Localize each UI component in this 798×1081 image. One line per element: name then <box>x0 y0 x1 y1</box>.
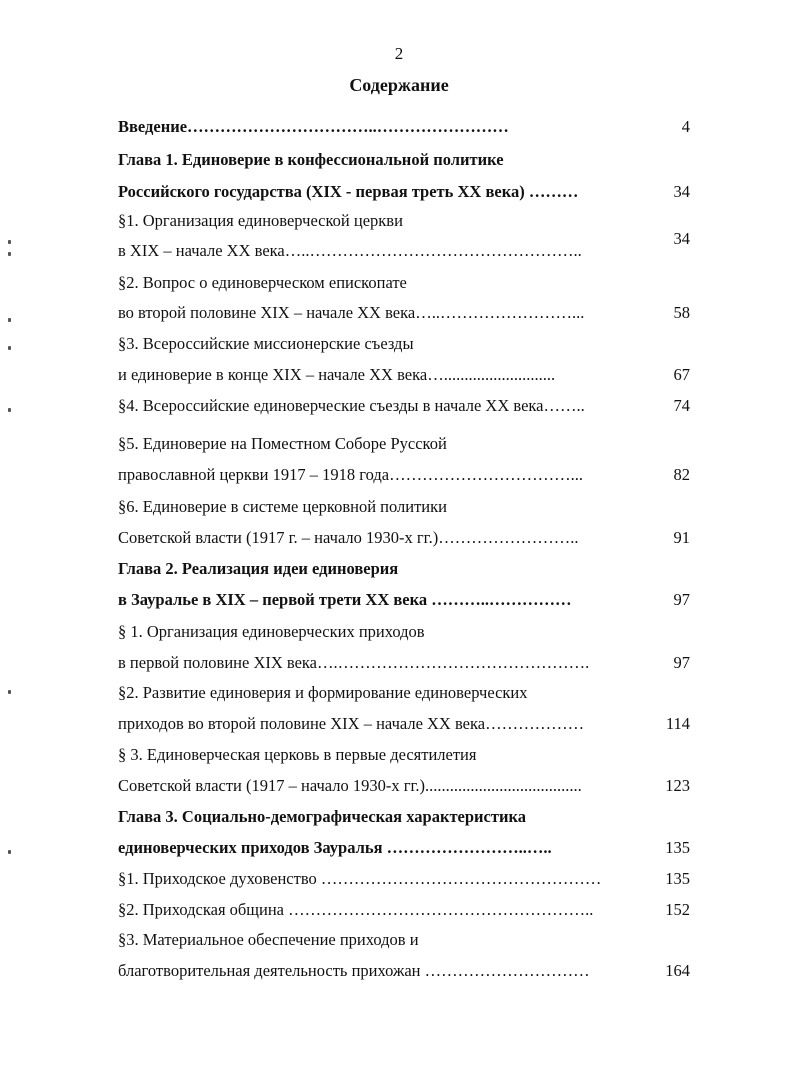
toc-entry <box>118 117 688 137</box>
toc-page-number: 67 <box>673 365 690 384</box>
toc-entry-text: в первой половине XIX века….………………………………………. <box>118 653 590 672</box>
toc-entry <box>118 303 688 323</box>
toc-entry <box>118 434 688 454</box>
toc-page-number: 97 <box>673 653 690 672</box>
scan-speck <box>8 408 11 412</box>
toc-entry <box>118 961 688 981</box>
toc-page-number: 34 <box>673 229 690 248</box>
toc-entry <box>118 273 688 293</box>
scan-speck <box>8 252 11 256</box>
toc-page-number: 164 <box>665 961 690 980</box>
toc-entry-text: единоверческих приходов Зауралья ……………………..….. <box>118 838 552 857</box>
toc-entry-text: Советской власти (1917 г. – начало 1930-х гг.)…………………….. <box>118 528 579 547</box>
scan-speck <box>8 240 11 244</box>
toc-entry-text: приходов во второй половине XIX – начале XX века……………… <box>118 714 585 733</box>
toc-entry-text: §6. Единоверие в системе церковной политики <box>118 497 447 516</box>
toc-entry-text: §3. Всероссийские миссионерские съезды <box>118 334 414 353</box>
toc-entry-text: Глава 1. Единоверие в конфессиональной политике <box>118 150 504 169</box>
toc-entry <box>118 241 688 261</box>
toc-entry-text: §1. Организация единоверческой церкви <box>118 211 403 230</box>
toc-page-number: 58 <box>673 303 690 322</box>
toc-entry-text: §2. Развитие единоверия и формирование единоверческих <box>118 683 528 702</box>
toc-entry-text: Введение……………………………..…………………… <box>118 117 509 136</box>
toc-entry <box>118 807 688 827</box>
toc-page-number: 135 <box>665 838 690 857</box>
toc-entry-text: Глава 2. Реализация идеи единоверия <box>118 559 399 578</box>
toc-entry <box>118 211 688 231</box>
toc-page-number: 114 <box>665 714 690 733</box>
toc-entry <box>118 396 688 416</box>
scan-speck <box>8 850 11 854</box>
toc-entry <box>118 930 688 950</box>
toc-page-number: 123 <box>665 776 690 795</box>
toc-entry-text: § 1. Организация единоверческих приходов <box>118 622 425 641</box>
toc-entry <box>118 622 688 642</box>
toc-page-number: 97 <box>673 590 690 609</box>
toc-entry-text: Советской власти (1917 – начало 1930-х гг.)...................................... <box>118 776 582 795</box>
toc-page-number: 74 <box>673 396 690 415</box>
toc-entry-text: во второй половине XIX – начале XX века…..……………………... <box>118 303 585 322</box>
toc-entry <box>118 465 688 485</box>
toc-entry <box>118 683 688 703</box>
page-title: Содержание <box>349 75 449 95</box>
toc-entry <box>118 869 688 889</box>
scan-speck <box>8 690 11 694</box>
toc-entry-text: благотворительная деятельность прихожан ………………………… <box>118 961 590 980</box>
toc-page-number: 4 <box>681 117 690 136</box>
toc-entry-text: §2. Вопрос о единоверческом епископате <box>118 273 407 292</box>
toc-entry-text: православной церкви 1917 – 1918 года……………………………... <box>118 465 583 484</box>
scan-speck <box>8 346 11 350</box>
toc-entry-text: §3. Материальное обеспечение приходов и <box>118 930 419 949</box>
toc-entry-text: § 3. Единоверческая церковь в первые десятилетия <box>118 745 477 764</box>
toc-entry-text: и единоверие в конце XIX – начале XX века…........................... <box>118 365 556 384</box>
toc-entry-text: §1. Приходское духовенство …………………………………………… <box>118 869 602 888</box>
toc-entry <box>118 528 688 548</box>
toc-entry <box>118 559 688 579</box>
toc-page-number: 91 <box>673 528 690 547</box>
toc-entry <box>118 497 688 517</box>
toc-entry <box>118 900 688 920</box>
toc-entry <box>118 653 688 673</box>
toc-entry <box>118 838 688 858</box>
toc-entry-text: в XIX – начале XX века…..………………………………………….. <box>118 241 582 260</box>
toc-entry <box>118 776 688 796</box>
toc-entry <box>118 334 688 354</box>
toc-page-number: 152 <box>665 900 690 919</box>
toc-entry <box>118 590 688 610</box>
scan-speck <box>8 318 11 322</box>
toc-entry-text: §5. Единоверие на Поместном Соборе Русской <box>118 434 447 453</box>
toc-page-number: 34 <box>673 182 690 201</box>
toc-entry-text: в Зауралье в XIX – первой трети XX века ………..…………… <box>118 590 572 609</box>
toc-entry <box>118 714 688 734</box>
toc-page-number: 135 <box>665 869 690 888</box>
toc-entry <box>118 150 688 170</box>
toc-entry-text: Российского государства (XIX - первая треть XX века) ……… <box>118 182 579 201</box>
toc-entry <box>118 182 688 202</box>
toc-entry-text: Глава 3. Социально-демографическая характеристика <box>118 807 527 826</box>
page-number: 2 <box>394 44 404 63</box>
toc-entry-text: §4. Всероссийские единоверческие съезды в начале XX века…….. <box>118 396 585 415</box>
toc-entry <box>118 745 688 765</box>
toc-entry <box>118 365 688 385</box>
toc-page-number: 82 <box>673 465 690 484</box>
toc-entry-text: §2. Приходская община ……………………………………………….. <box>118 900 594 919</box>
